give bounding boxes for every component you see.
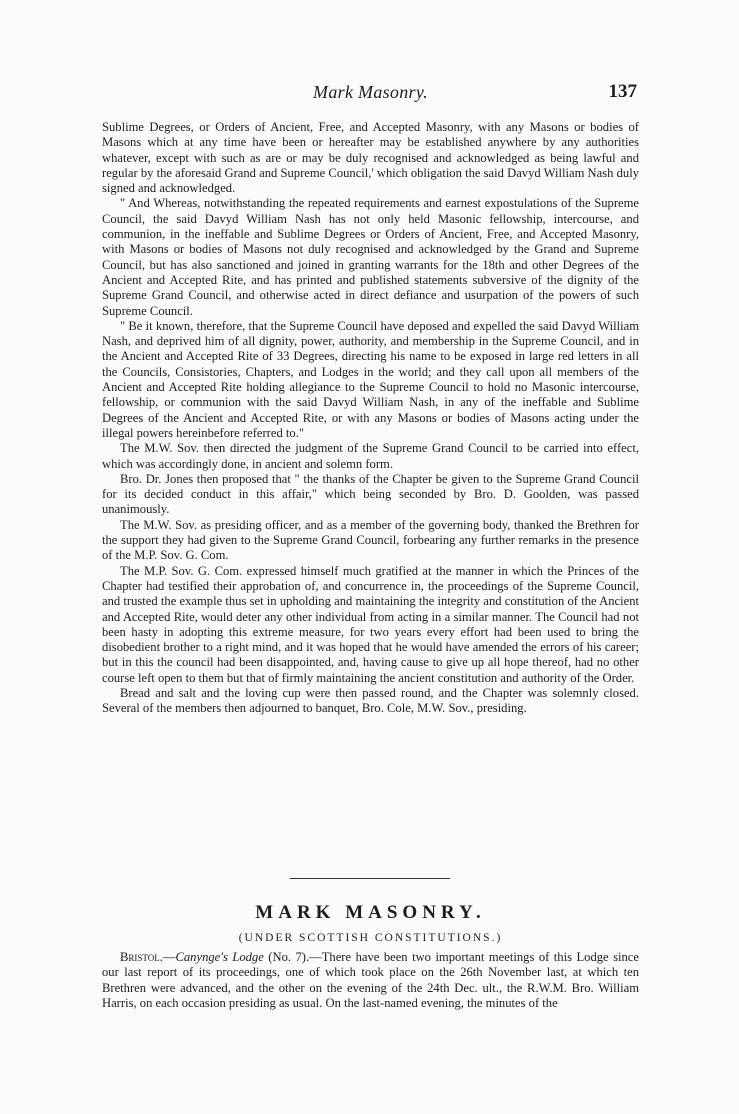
section-heading: MARK MASONRY. [255,902,486,923]
body-text [102,120,639,717]
paragraph: The M.P. Sov. G. Com. expressed himself much gratified at the manner in which the Princes of the Chapter had testified their approbation of, and concurrence in, the proceedings of the Supreme Council, and trusted the example thus set in upholding and maintaining the integrity and constitution of the Ancient and Accepted Rite, would deter any other individual from acting in a similar manner. The Council had not been hasty in adopting this extreme measure, for two years every effort had been used to bring the disobedient brother to a right mind, and it was hoped that he would have amended the errors of his career; but in this the council had been disappointed, and, having cause to give up all hope thereof, had no other course left open to them but that of firmly maintaining the ancient constitution and authority of the Order. [102,563,639,685]
paragraph: " Be it known, therefore, that the Supreme Council have deposed and expelled the said Davyd William Nash, and deprived him of all dignity, power, authority, and membership in the Supreme Council, and in the Ancient and Accepted Rite of 33 Degrees, directing his name to be exposed in large red letters in all the Councils, Consistories, Chapters, and Lodges in the world; and they call upon all members of the Ancient and Accepted Rite holding allegiance to the Supreme Council to hold no Masonic intercourse, fellowship, or communion with the said Davyd William Nash, in any of the ineffable and Sublime Degrees of the Ancient and Accepted Rite, or with any Masons or bodies of Masons acting under the illegal powers hereinbefore referred to." [102,318,639,440]
place-name: Bristol. [120,950,163,964]
section-divider [290,878,450,879]
paragraph: Bread and salt and the loving cup were then passed round, and the Chapter was solemnly closed. Several of the members then adjourned to banquet, Bro. Cole, M.W. Sov., presiding. [102,685,639,716]
paragraph: The M.W. Sov. then directed the judgment of the Supreme Grand Council to be carried into effect, which was accordingly done, in ancient and solemn form. [102,441,639,471]
section-paragraph-text: (No. 7).—There have been two important meetings of this Lodge since our last report of its proceedings, one of which took place on the 26th November last, at which ten Brethren were advanced, and the other on the evening of the 24th Dec. ult., the R.W.M. Bro. William Harris, on each occasion presiding as usual. On the last-named evening, the minutes of the [102,950,639,1010]
section-text [102,950,639,1011]
paragraph: Bro. Dr. Jones then proposed that " the thanks of the Chapter be given to the Supreme Grand Council for its decided conduct in this affair," which being seconded by Bro. D. Goolden, was passed unanimously. [102,471,639,517]
running-title: Mark Masonry. [313,82,428,102]
lodge-name: Canynge's Lodge [175,950,264,964]
paragraph: " And Whereas, notwithstanding the repeated requirements and earnest expostulations of the Supreme Council, the said Davyd William Nash has not only held Masonic fellowship, intercourse, and communion, in the ineffable and Sublime Degrees or Orders of Ancient, Free, and Accepted Masonry, with Masons or bodies of Masons not duly recognised and acknowledged by the Grand and Supreme Council, but has also sanctioned and joined in granting warrants for the 18th and other Degrees of the Ancient and Accepted Rite, and has printed and published statements subversive of the dignity of the Supreme Grand Council, and otherwise acted in direct defiance and usurpation of the powers of such Supreme Council. [102,196,639,318]
paragraph: The M.W. Sov. as presiding officer, and as a member of the governing body, thanked the Brethren for the support they had given to the Supreme Grand Council, forbearing any further remarks in the presence of the M.P. Sov. G. Com. [102,517,639,563]
section-subheading: (UNDER SCOTTISH CONSTITUTIONS.) [238,932,503,944]
running-head [102,82,639,104]
page-number: 137 [608,81,637,102]
paragraph: Sublime Degrees, or Orders of Ancient, Free, and Accepted Masonry, with any Masons or bodies of Masons which at any time have been or hereafter may be established anywhere by any authorities whatever, except with such as are or may be duly recognised and acknowledged as being lawful and regular by the aforesaid Grand and Supreme Council,' which obligation the said Davyd William Nash duly signed and acknowledged. [102,120,639,196]
section-paragraph: Bristol.—Canynge's Lodge (No. 7).—There have been two important meetings of this Lodge since our last report of its proceedings, one of which took place on the 26th November last, at which ten Brethren were advanced, and the other on the evening of the 24th Dec. ult., the R.W.M. Bro. William Harris, on each occasion presiding as usual. On the last-named evening, the minutes of the [102,950,639,1010]
